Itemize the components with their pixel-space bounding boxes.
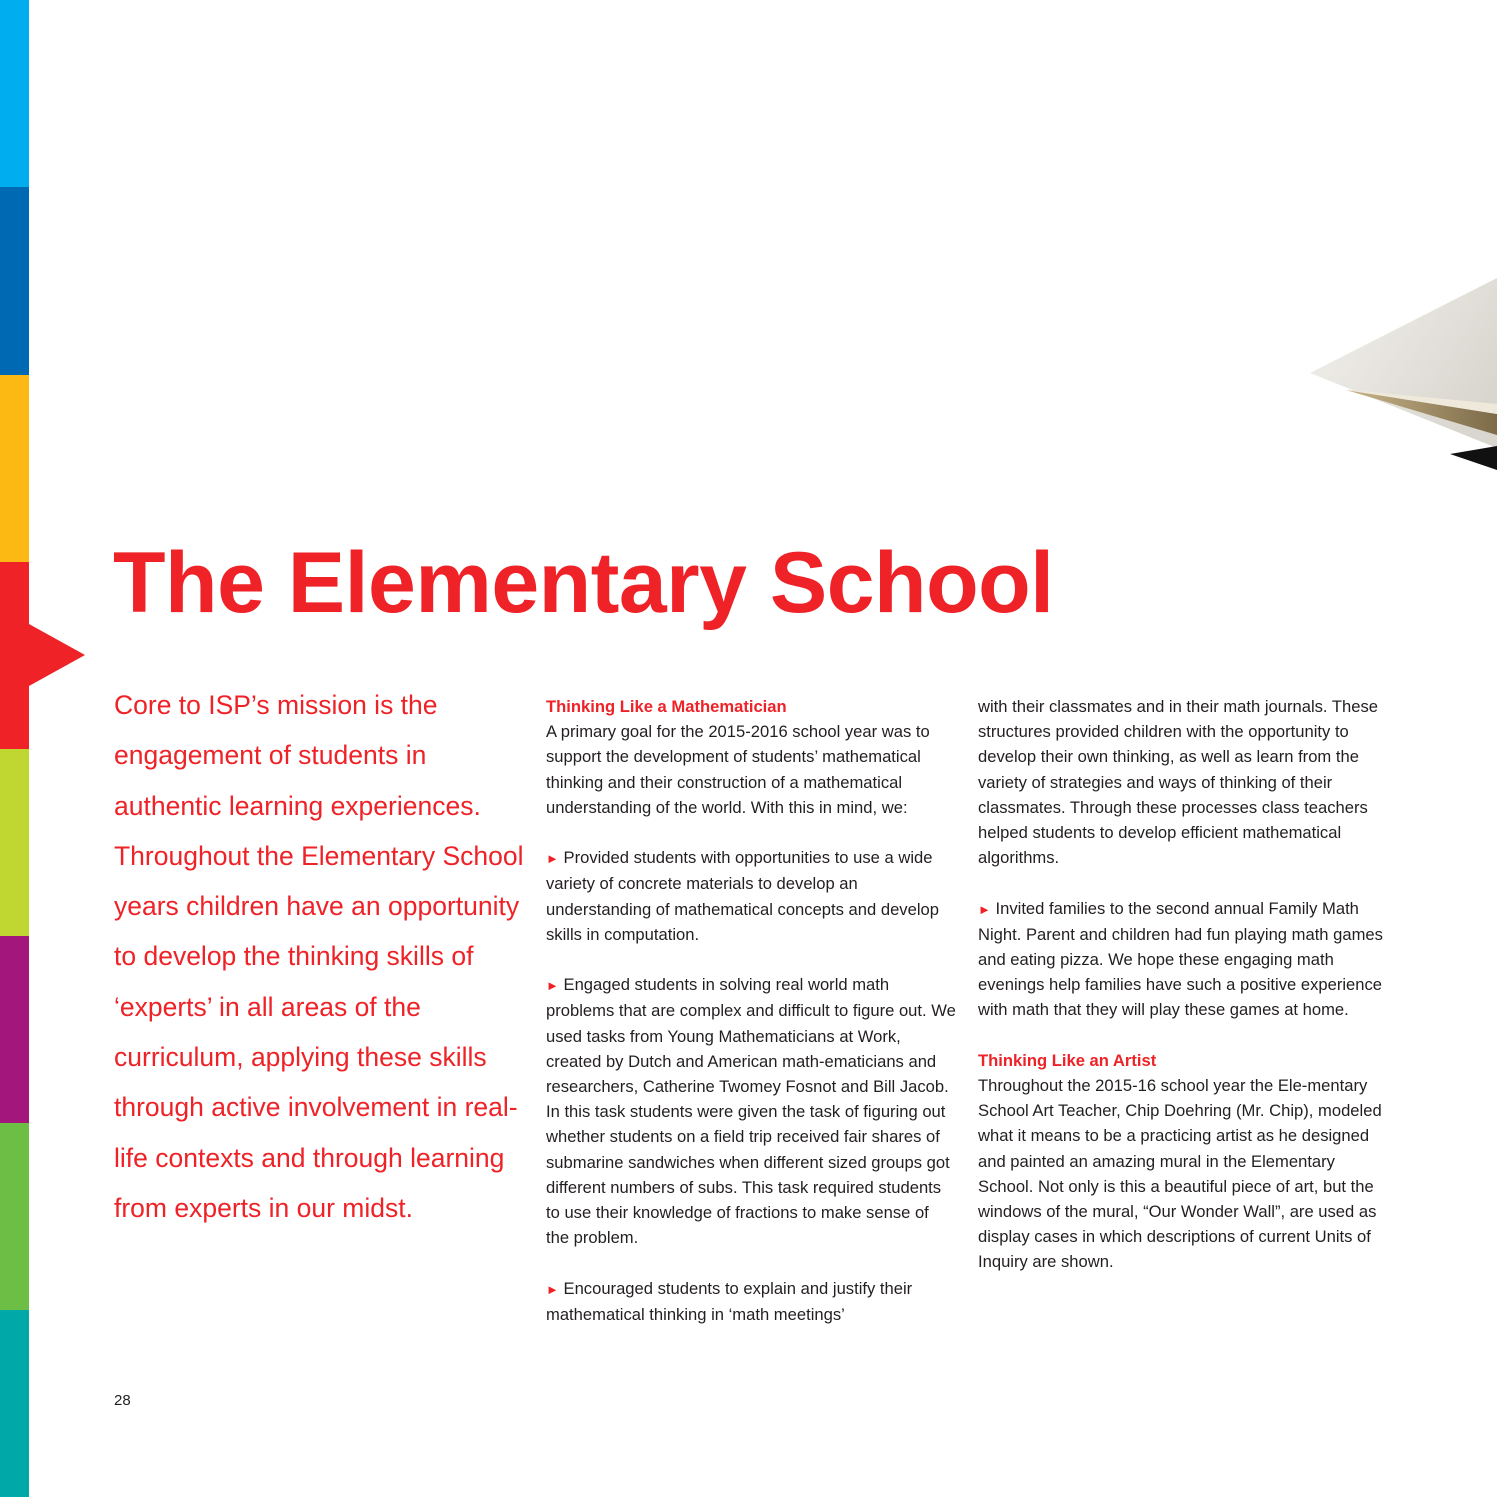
stripe-lime (0, 749, 29, 936)
math-bullet: ► Invited families to the second annual Family Math Night. Parent and children had fun playing math games and eating pizza. We hope these engaging math evenings help families have such a positive experience with math that they will play these games at home. (978, 898, 1383, 1020)
intro-paragraph: Core to ISP’s mission is the engagement of students in authentic learning experiences. Throughout the Elementary School years children have an opportunity to develop the thinking skills of ‘experts’ in all areas of the curriculum, applying these skills through active involvement in real-life contexts and through learning from experts in our midst. (114, 690, 524, 1223)
stripe-green (0, 1123, 29, 1310)
math-bullet: ► Engaged students in solving real world math problems that are complex and difficult to figure out. We used tasks from Young Mathematicians at Work, created by Dutch and American math-ematicians and researchers, Catherine Twomey Fosnot and Bill Jacob. In this task students were given the task of figuring out whether students on a field trip received fair shares of submarine sandwiches when different sized groups got different numbers of subs. This task required students to use their knowledge of fractions to make sense of the problem. (546, 975, 956, 1248)
stripe-cyan (0, 0, 29, 187)
color-stripe-bar (0, 0, 29, 1497)
art-body: Throughout the 2015-16 school year the Ele-mentary School Art Teacher, Chip Doehring (Mr. Chip), modeled what it means to be a practicing artist as he designed and painted an amazing mural in the Elementary School. Not only is this a beautiful piece of art, but the windows of the mural, “Our Wonder Wall”, are used as display cases in which descriptions of current Units of Inquiry are shown. (978, 1076, 1382, 1272)
bullet-arrow-icon: ► (978, 901, 991, 917)
stripe-red (0, 562, 29, 749)
bullet-arrow-icon: ► (546, 1281, 559, 1297)
math-heading: Thinking Like a Mathematician (546, 697, 787, 716)
math-bullet: ► Provided students with opportunities to use a wide variety of concrete materials to develop an understanding of mathematical concepts and develop skills in computation. (546, 848, 939, 944)
section-pointer-triangle (29, 624, 85, 686)
math-bullet: ► Encouraged students to explain and justify their mathematical thinking in ‘math meetings’ (546, 1278, 913, 1324)
corner-photo-fragment (1310, 278, 1497, 470)
page-number: 28 (114, 1392, 131, 1409)
math-intro: A primary goal for the 2015-2016 school year was to support the development of students’ mathematical thinking and their construction of a mathematical understanding of the world. With this in mind, we: (546, 722, 930, 817)
bullet-arrow-icon: ► (546, 978, 559, 994)
bullet-arrow-icon: ► (546, 851, 559, 867)
stripe-magenta (0, 936, 29, 1123)
column-math (546, 694, 956, 1327)
stripe-blue (0, 187, 29, 375)
art-heading: Thinking Like an Artist (978, 1050, 1157, 1070)
column-math-art (978, 694, 1388, 1275)
page-title: The Elementary School (113, 535, 1054, 631)
stripe-yellow (0, 375, 29, 562)
stripe-teal (0, 1310, 29, 1497)
math-continuation: with their classmates and in their math journals. These structures provided children with the opportunity to develop their own thinking, as well as learn from the variety of strategies and ways of thinking of their classmates. Through these processes class teachers helped students to develop efficient mathematical algorithms. (978, 697, 1378, 868)
